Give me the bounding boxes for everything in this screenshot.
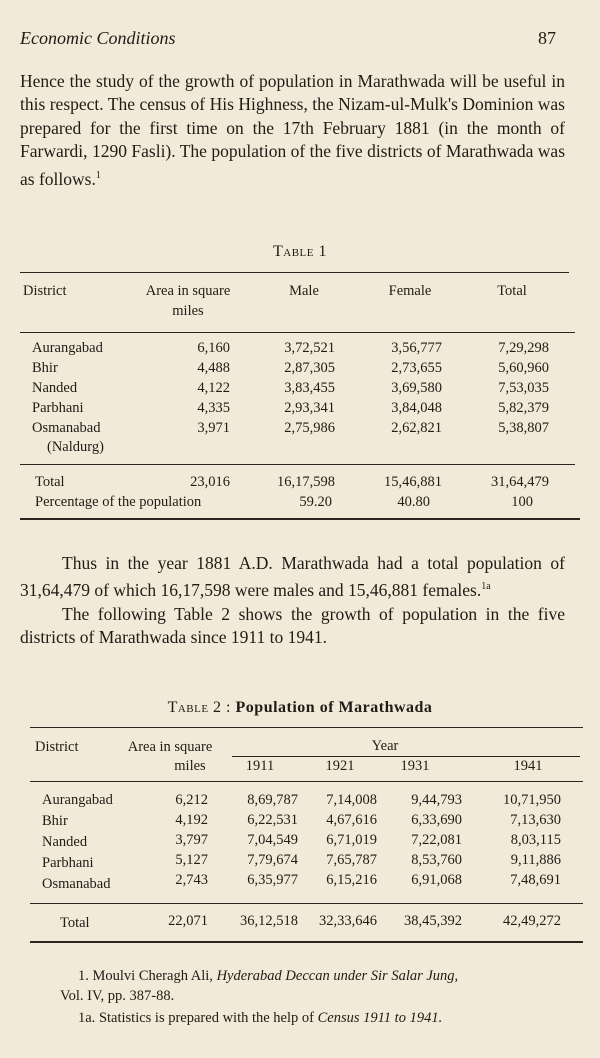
table1-top-rule [20,272,569,273]
table2-total-rule [30,903,583,904]
table1-row-area: 3,971 [197,420,230,436]
table1-row-area: 4,335 [197,400,230,416]
table2-row-1911: 7,04,549 [247,832,298,848]
intro-paragraph [20,70,565,191]
table2-row-1941: 8,03,115 [510,832,561,848]
table1-header-area: Area in square [145,283,231,299]
table2-top-rule [30,727,583,728]
table2-header-1911: 1911 [245,758,275,774]
table1-row-male: 3,72,521 [284,340,335,356]
table1-caption: Table 1 [273,243,327,260]
table1-row-male: 2,87,305 [284,360,335,376]
table2-row-1941: 7,48,691 [510,872,561,888]
table2-row-1911: 7,79,674 [247,852,298,868]
table2-row-1911: 6,35,977 [247,872,298,888]
table1-total-male: 16,17,598 [277,474,335,490]
table1-row-district: Aurangabad [32,340,103,356]
table2-total-1911: 36,12,518 [240,913,298,929]
table1-row-female: 2,62,821 [391,420,442,436]
table1-header-district: District [23,283,67,299]
table2-row-1931: 9,44,793 [411,792,462,808]
table2-intro-text: The following Table 2 shows the growth of population in the five districts of Marathwada since 1911 to 1941. [20,603,565,648]
table1-row-male: 2,75,986 [284,420,335,436]
table1-total-rule [20,464,575,465]
table2-row-district: Aurangabad [42,792,113,808]
table2-bottom-rule [30,941,583,943]
table1-row-male: 2,93,341 [284,400,335,416]
table1-row-area: 6,160 [197,340,230,356]
table2-total-1921: 32,33,646 [319,913,377,929]
table2-header-1931: 1931 [400,758,430,774]
footnote-ref-1a: 1a [481,581,491,593]
table2-row-area: 3,797 [175,832,208,848]
page-number: 87 [538,28,556,48]
table1-bottom-rule [20,518,580,520]
footnote-1a: 1a. Statistics is prepared with the help of Census 1911 to 1941. [78,1010,443,1026]
table2-row-area: 2,743 [175,872,208,888]
table1-row-total: 5,82,379 [498,400,549,416]
table2-row-district: Osmanabad [42,876,111,892]
table1-row-district: Osmanabad [32,420,101,436]
table2-row-area: 6,212 [175,792,208,808]
table1-total-area: 23,016 [190,474,230,490]
table2-row-1931: 8,53,760 [411,852,462,868]
table2-header-1941: 1941 [513,758,543,774]
table2-row-district: Nanded [42,834,88,850]
table1-total-total: 31,64,479 [491,474,549,490]
table1-total-label: Total [35,474,65,490]
table2-row-1941: 10,71,950 [503,792,561,808]
table2-row-district: Bhir [42,813,68,829]
table2-row-1921: 7,65,787 [326,852,377,868]
table1-header-male: Male [289,283,319,299]
table2-row-1921: 6,71,019 [326,832,377,848]
table1-header-female: Female [388,283,432,299]
table2-header-year: Year [371,738,399,754]
table2-header-area-l2: miles [174,758,206,774]
table2-header-area: Area in square [127,739,213,755]
table1-total-female: 15,46,881 [384,474,442,490]
table2-total-1931: 38,45,392 [404,913,462,929]
table2-row-1911: 6,22,531 [247,812,298,828]
table2-total-1941: 42,49,272 [503,913,561,929]
table1-row-area: 4,122 [197,380,230,396]
table1-pct-female: 40.80 [397,494,430,510]
table2-row-1911: 8,69,787 [247,792,298,808]
table1-row-total: 7,53,035 [498,380,549,396]
footnotes [60,966,578,1028]
table2-row-1921: 4,67,616 [326,812,377,828]
table1-row-area: 4,488 [197,360,230,376]
table1-row-district: Nanded [32,380,78,396]
table2-header-rule [30,781,583,782]
table1-pct-total: 100 [511,494,533,510]
table2-total-label: Total [60,915,90,931]
table1-row-district: Bhir [32,360,58,376]
footnote-1-cont: Vol. IV, pp. 387-88. [60,988,175,1004]
table2-row-1931: 6,91,068 [411,872,462,888]
table2-row-district: Parbhani [42,855,94,871]
middle-paragraphs [20,552,565,649]
table1-header-area-l2: miles [172,303,204,319]
table2-row-1941: 7,13,630 [510,812,561,828]
table1-row-female: 2,73,655 [391,360,442,376]
table2-row-area: 4,192 [175,812,208,828]
table2-header-district: District [35,739,79,755]
table1-row-total: 5,38,807 [498,420,549,436]
table2-year-rule [232,756,580,757]
table2-row-area: 5,127 [175,852,208,868]
table2-row-1921: 6,15,216 [326,872,377,888]
table1-row-district: Parbhani [32,400,84,416]
table2-row-1931: 7,22,081 [411,832,462,848]
table2-row-1941: 9,11,886 [510,852,561,868]
footnote-ref-1: 1 [95,169,101,181]
table1-row-female: 3,84,048 [391,400,442,416]
table1-pct-label: Percentage of the population [35,494,202,510]
table1-pct-male: 59.20 [299,494,332,510]
table1-row-total: 5,60,960 [498,360,549,376]
table2-row-1921: 7,14,008 [326,792,377,808]
table2-row-1931: 6,33,690 [411,812,462,828]
table1-row-total: 7,29,298 [498,340,549,356]
footnote-1: 1. Moulvi Cheragh Ali, Hyderabad Deccan under Sir Salar Jung, [78,968,459,984]
table1-row-female: 3,69,580 [391,380,442,396]
table1-header-total: Total [497,283,527,299]
table1-osmanabad-sub: (Naldurg) [47,439,104,455]
table2-total-area: 22,071 [168,913,208,929]
intro-text: Hence the study of the growth of population in Marathwada will be useful in this respect. The census of His Highness, the Nizam-ul-Mulk's Dominion was prepared for the first time on the 17th February 1881 (in the month of Farwardi, 1290 Fasli). The population of the five districts of Marathwada was as follows. [20,71,565,189]
table1-row-female: 3,56,777 [391,340,442,356]
summary-text: Thus in the year 1881 A.D. Marathwada had a total population of 31,64,479 of which 16,17,598 were males and 15,46,881 females. [20,553,565,601]
running-header-title: Economic Conditions [20,28,176,48]
table1-row-male: 3,83,455 [284,380,335,396]
table2-caption: Table 2 : Population of Marathwada [167,699,433,716]
table1-header-rule [20,332,575,333]
table2-header-1921: 1921 [325,758,355,774]
